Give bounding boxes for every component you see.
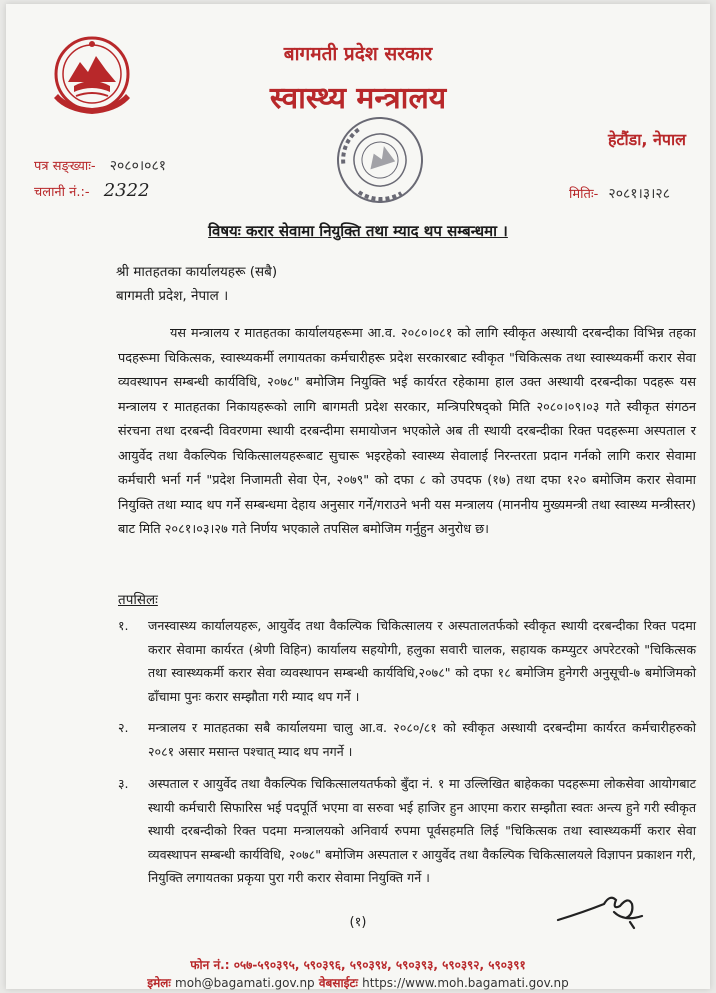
list-item-text: मन्त्रालय र मातहतका सबै कार्यालयमा चालु आ.व. २०८०/८१ को स्वीकृत अस्थायी दरबन्दीमा कार्यरत कर्मचारीहरुको २०८१ असार मसान्त पश्चात् म्याद थप नगर्ने । (148, 720, 696, 759)
letter-date (569, 184, 670, 203)
patra-value: २०८०।०८१ (109, 158, 167, 174)
date-label: मितिः- (569, 187, 599, 202)
official-stamp-icon (330, 112, 430, 208)
dispatch-number (34, 180, 150, 201)
list-item-number: ३. (118, 776, 129, 791)
email-label: इमेलः (147, 976, 171, 990)
email-value[interactable]: moh@bagamati.gov.np (175, 976, 315, 990)
office-location: हेटौंडा, नेपाल (607, 130, 686, 149)
footer-contact (6, 974, 710, 992)
list-item (118, 772, 696, 890)
ministry-name: स्वास्थ्य मन्त्रालय (269, 81, 447, 116)
website-value[interactable]: https://www.moh.bagamati.gov.np (362, 976, 569, 990)
list-item-text: अस्पताल र आयुर्वेद तथा वैकल्पिक चिकित्सालयतर्फको बुँदा नं. १ मा उल्लिखित बाहेकका पदहरूमा लोकसेवा आयोगबाट स्थायी कर्मचारी सिफारिस भई पदपूर्ति भएमा वा सरुवा भई हाजिर हुन आएमा करार सम्झौता स्वतः अन्त्य हुने गरी स्वीकृत स्थायी दरबन्दीको रिक्त पदमा मन्त्रालयको अनिवार्य रुपमा पूर्वसहमति लिई "चिकित्सक तथा स्वास्थ्यकर्मी करार सेवा व्यवस्थापन सम्बन्धी कार्यविधि, २०७८" बमोजिम अस्पताल र आयुर्वेद तथा वैकल्पिक चिकित्सालयले विज्ञापन प्रकाशन गरी, नियुक्ति लगायतका प्रकृया पुरा गरी करार सेवामा नियुक्ति गर्ने । (148, 776, 696, 885)
letterhead-footer (6, 956, 710, 992)
reference-number (34, 156, 166, 175)
page-number: (१) (349, 915, 367, 930)
footer-phone (6, 956, 710, 974)
list-item-text: जनस्वास्थ्य कार्यालयहरू, आयुर्वेद तथा वैकल्पिक चिकित्सालय र अस्पतालतर्फको स्वीकृत स्थायी दरबन्दीका रिक्त पदमा करार सेवामा कार्यरत (श्रेणी विहिन) कार्यालय सहयोगी, हलुका सवारी चालक, सहायक कम्प्युटर अपरेटरको "चिकित्सक तथा स्वास्थ्यकर्मी करार सेवा व्यवस्थापन सम्बन्धी कार्यविधि,२०७८" को दफा १८ बमोजिम हुनेगरी अनुसूची-७ बमोजिमको ढाँचामा पुनः करार सम्झौता गरी म्याद थप गर्ने । (148, 618, 696, 704)
phone-value: ०५७-५९०३९५, ५९०३९६, ५९०३९४, ५९०३९३, ५९०३९२, ५९०३९१ (233, 958, 526, 972)
recipient-line-2: बागमती प्रदेश, नेपाल । (116, 288, 229, 304)
subject-line (6, 221, 710, 241)
subject-text: विषयः करार सेवामा नियुक्ति तथा म्याद थप सम्बन्धमा । (208, 222, 508, 240)
patra-label: पत्र सङ्ख्याः- (34, 159, 96, 174)
letter-page (6, 4, 710, 989)
body-paragraph: यस मन्त्रालय र मातहतका कार्यालयहरूमा आ.व. २०८०।०८१ को लागि स्वीकृत अस्थायी दरबन्दीका विभिन्न तहका पदहरूमा चिकित्सक, स्वास्थ्यकर्मी लगायतका कर्मचारीहरू प्रदेश सरकारबाट स्वीकृत "चिकित्सक तथा स्वास्थ्यकर्मी करार सेवा व्यवस्थापन सम्बन्धी कार्यविधि, २०७८" बमोजिम नियुक्ति भई कार्यरत रहेकामा हाल उक्त अस्थायी दरबन्दीका पदहरू यस मन्त्रालय र मातहतका निकायहरूको लागि बागमती प्रदेश सरकार, मन्त्रिपरिषद्को मिति २०८०।०९।०३ गते स्वीकृत संगठन संरचना तथा दरबन्दी विवरणमा स्थायी दरबन्दीमा समायोजन भएकोले अब ती स्थायी दरबन्दीका रिक्त पदहरूमा अस्पताल र आयुर्वेद तथा वैकल्पिक चिकित्सालयहरूबाट सुचारू भइरहेको स्वास्थ्य सेवालाई निरन्तरता प्रदान गर्नको लागि करार सेवामा कर्मचारी भर्ना गर्न "प्रदेश निजामती सेवा ऐन, २०७९" को दफा ८ को उपदफ (१७) तथा दफा १२० बमोजिम करार सेवामा नियुक्ति तथा म्याद थप गर्ने सम्बन्धमा देहाय अनुसार गर्ने/गराउने भनी यस मन्त्रालय (माननीय मुख्यमन्त्री तथा स्वास्थ्य मन्त्रीस्तर) बाट मिति २०८१।०३।२७ गते निर्णय भएकाले तपसिल बमोजिम गर्नुहुन अनुरोध छ। (118, 326, 696, 537)
chalani-value: 2322 (103, 180, 150, 201)
government-name: बागमती प्रदेश सरकार (283, 43, 433, 65)
list-item (118, 716, 696, 763)
list-item-number: १. (118, 618, 129, 633)
website-label: वेबसाईटः (318, 976, 358, 990)
phone-label: फोन नं.: (190, 958, 230, 972)
list-item-number: २. (118, 720, 129, 735)
chalani-label: चलानी नं.:- (34, 185, 90, 200)
list-item (118, 614, 696, 708)
date-value: २०८१।३।२८ (608, 186, 670, 202)
tapsil-heading: तपसिलः (118, 592, 158, 608)
recipient-line-1: श्री मातहतका कार्यालयहरू (सबै) (116, 264, 278, 280)
